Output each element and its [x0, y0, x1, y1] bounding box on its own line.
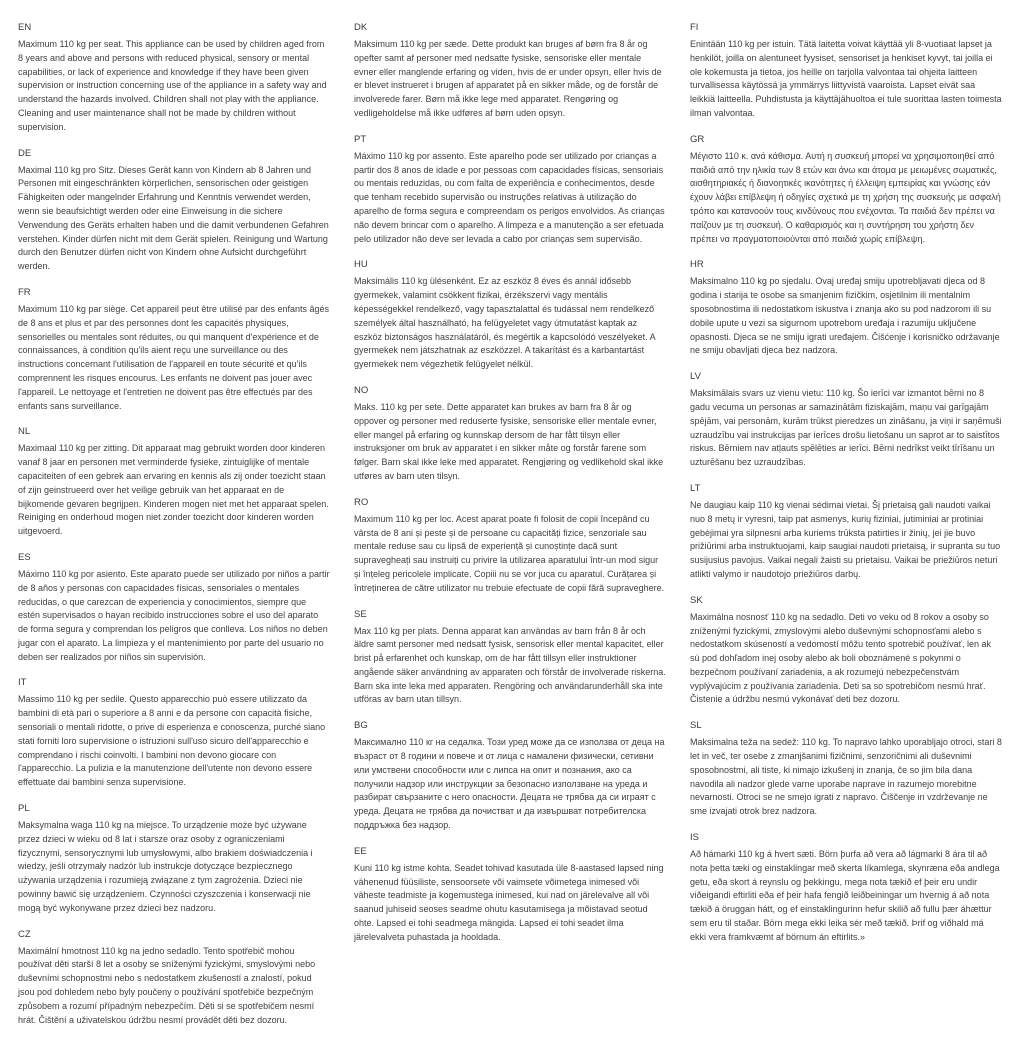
- lang-code-dk: DK: [354, 22, 368, 33]
- lang-code-pt: PT: [354, 133, 367, 145]
- lang-section-dk: [354, 22, 666, 121]
- lang-text-hu: Maksimális 110 kg ülésenként. Ez az eszköz 8 éves és annál idősebb gyermekek, valamint csökkent fizikai, érzékszervi vagy mentális képességekkel rendelkező, vagy tapasztalattal és tudással nem rendelkező személyek által használható, ha felügyeletet vagy útmutatást kaptak az eszköz biztonságos használatáról, és megértik a kapcsolódó veszélyeket. A gyermekek nem játszhatnak az eszközzel. A takarítást és a karbantartást gyermekek nem végezhetik felügyelet nélkül.: [354, 276, 656, 370]
- lang-code-es: ES: [18, 551, 31, 563]
- lang-text-en: Maximum 110 kg per seat. This appliance can be used by children aged from 8 years and above and persons with reduced physical, sensory or mental capabilities, or lack of experience and knowledge if they have been given supervision or instruction concerning use of the appliance in a safety way and understand the hazards involved. Children shall not play with the appliance. Cleaning and user maintenance shall not be made by children without supervision.: [18, 39, 327, 132]
- lang-section-hr: [690, 259, 1002, 358]
- lang-code-cz: CZ: [18, 928, 31, 940]
- lang-text-nl: Maximaal 110 kg per zitting. Dit apparaat mag gebruikt worden door kinderen vanaf 8 jaar en personen met verminderde fysieke, zintuiglijke of mentale capaciteiten of een gebrek aan ervaring en kennis als zij onder toezicht staan of zijn geinstrueerd over het veilige gebruik van het apparaat en de bijkomende gevaren begrijpen. Kinderen mogen niet met het apparaat spelen. Reiniging en onderhoud mogen niet zonder toezicht door kinderen worden uitgevoerd.: [18, 443, 329, 537]
- lang-code-se: SE: [354, 608, 367, 620]
- lang-code-pl: PL: [18, 803, 30, 815]
- lang-text-pl: Maksymalna waga 110 kg na miejsce. To urządzenie może być używane przez dzieci w wieku od 8 lat i starsze oraz osoby z ograniczeniami fizycznymi, sensorycznymi lub umysłowymi, albo brakiem doświadczenia i wiedzy, jeśli otrzymały nadzór lub instrukcje dotyczące bezpiecznego używania urządzenia i rozumieją związane z tym zagrożenia. Dzieci nie powinny bawić się urządzeniem. Czynności czyszczenia i konserwacji nie mogą być wykonywane przez dzieci bez nadzoru.: [18, 820, 313, 913]
- column-1: [18, 22, 330, 1040]
- column-2: [354, 22, 666, 958]
- lang-section-ee: [354, 846, 666, 945]
- lang-code-ee: EE: [354, 845, 367, 857]
- lang-section-is: [690, 832, 1002, 945]
- lang-code-fi: FI: [690, 22, 699, 33]
- lang-text-cz: Maximální hmotnost 110 kg na jedno sedadlo. Tento spotřebič mohou používat děti starší 8 let a osoby se sníženými fyzickými, smyslovými nebo duševními schopnostmi nebo s nedostatkem zkušeností a znalostí, pokud jsou pod dohledem nebo byly poučeny o používání spotřebiče bezpečným způsobem a rozumí případným nebezpečím. Děti si se spotřebičem nesmí hrát. Čištění a uživatelskou údržbu nesmí provádět děti bez dozoru.: [18, 945, 316, 1025]
- lang-code-gr: GR: [690, 133, 705, 145]
- lang-section-lt: [690, 483, 1002, 582]
- lang-code-lt: LT: [690, 482, 701, 494]
- lang-text-fr: Maximum 110 kg par siège. Cet appareil peut être utilisé par des enfants âgés de 8 ans et plus et par des personnes dont les capacités physiques, sensorielles ou mentales sont réduites, ou qui manquent d'expérience et de connaissances, à condition qu'ils aient reçu une surveillance ou des instructions concernant l'utilisation de l'appareil en toute sécurité et qu'ils comprennent les risques encourus. Les enfants ne doivent pas jouer avec l'appareil. Le nettoyage et l'entretien ne doivent pas être effectués par des enfants sans surveillance.: [18, 303, 330, 411]
- lang-section-fr: [18, 287, 330, 413]
- lang-section-ro: [354, 497, 666, 596]
- lang-text-de: Maximal 110 kg pro Sitz. Dieses Gerät kann von Kindern ab 8 Jahren und Personen mit eingeschränkten körperlichen, sensorischen oder geistigen Fähigkeiten oder mangelnder Erfahrung und Kenntnis verwendet werden, wenn sie beaufsichtigt werden oder eine Einweisung in die sichere Verwendung des Geräts erhalten haben und die damit verbundenen Gefahren verstehen. Kinder dürfen nicht mit dem Gerät spielen. Reinigung und Wartung durch den Benutzer dürfen nicht von Kindern ohne Aufsicht durchgeführt werden.: [18, 164, 329, 272]
- lang-section-pt: [354, 134, 666, 247]
- lang-text-hr: Maksimalno 110 kg po sjedalu. Ovaj uređaj smiju upotrebljavati djeca od 8 godina i starija te osobe sa smanjenim fizičkim, osjetilnim ili mentalnim sposobnostima ili nedostatkom iskustva i znanja ako su pod nadzorom ili su dobile upute u vezi sa sigurnom upotrebom uređaja i razumiju uključene opasnosti. Djeca se ne smiju igrati uređajem. Čišćenje i korisničko održavanje ne smiju obavljati djeca bez nadzora.: [690, 276, 1000, 356]
- lang-text-pt: Máximo 110 kg por assento. Este aparelho pode ser utilizado por crianças a partir dos 8 anos de idade e por pessoas com capacidades físicas, sensoriais ou mentais reduzidas, ou com falta de experiência e conhecimentos, desde que tenham recebido supervisão ou instruções relativas à utilização do aparelho de forma segura e compreendam os perigos envolvidos. As crianças não devem brincar com o aparelho. A limpeza e a manutenção a ser efetuada pelo utilizador não deve ser levada a cabo por crianças sem supervisão.: [354, 150, 665, 244]
- lang-text-is: Að hámarki 110 kg á hvert sæti. Börn þurfa að vera að lágmarki 8 ára til að nota þetta tæki og einstaklingar með skerta líkamlega, skynræna eða andlega getu, eða skort á reynslu og þekkingu, mega nota tækið ef þeir eru undir viðeigandi eftirliti eða ef þeir hafa fengið leiðbeiningar um hvernig á að nota tækið á öruggan hátt, og ef einstaklingurinn hefur skilið að fullu þær áhættur sem eru til staðar. Börn mega ekki leika sér með tækið. Þrif og viðhald má ekki vera framkvæmt af börnum án eftirlits.»: [690, 849, 1000, 942]
- lang-text-ro: Maximum 110 kg per loc. Acest aparat poate fi folosit de copii începând cu vârsta de 8 ani și peste și de persoane cu capacități fizice, senzoriale sau mentale reduse sau cu lipsă de experiență și cunoștințe dacă sunt supravegheați sau instruiți cu privire la utilizarea aparatului într-un mod sigur și înțeleg pericolele implicate. Copiii nu se vor juca cu aparatul. Curățarea și întreținerea de către utilizator nu trebuie efectuate de copii fără supraveghere.: [354, 513, 665, 593]
- lang-section-pl: [18, 803, 330, 916]
- lang-section-bg: [354, 720, 666, 833]
- lang-section-lv: [690, 371, 1002, 470]
- lang-code-en: EN: [18, 22, 32, 33]
- lang-section-hu: [354, 259, 666, 372]
- lang-text-it: Massimo 110 kg per sedile. Questo apparecchio può essere utilizzato da bambini di età pari o superiore a 8 anni e da persone con capacità fisiche, sensoriali o mentali ridotte, o prive di esperienza e conoscenza, purché siano stati forniti loro supervisione o istruzioni sull'uso sicuro dell'apparecchio e comprendano i rischi coinvolti. I bambini non devono giocare con l'apparecchio. La pulizia e la manutenzione dell'utente non devono essere effettuate dai bambini senza supervisione.: [18, 694, 326, 788]
- lang-code-ro: RO: [354, 496, 369, 508]
- lang-section-es: [18, 552, 330, 665]
- lang-section-sl: [690, 720, 1002, 819]
- lang-text-dk: Maksimum 110 kg per sæde. Dette produkt kan bruges af børn fra 8 år og opefter samt af personer med nedsatte fysiske, sensoriske eller mentale evner eller manglende erfaring og viden, hvis de er under opsyn, eller hvis de er blevet instrueret i brugen af apparatet på en sikker måde, og de forstår de involverede farer. Børn må ikke lege med apparatet. Rengøring og vedligeholdelse må ikke udføres af børn uden opsyn.: [354, 39, 662, 118]
- lang-text-bg: Максимално 110 кг на седалка. Този уред може да се използва от деца на възраст от 8 години и повече и от лица с намалени физически, сетивни или умствени способности или с липса на опит и познания, ако са получили надзор или инструкции за безопасно използване на уреда и разбират свързаните с него опасности. Децата не трябва да си играят с уреда. Децата не трябва да почистват и да извършват потребителска поддръжка без надзор.: [354, 737, 665, 831]
- lang-section-sk: [690, 595, 1002, 708]
- lang-section-de: [18, 148, 330, 274]
- lang-code-is: IS: [690, 832, 699, 844]
- lang-text-sk: Maximálna nosnosť 110 kg na sedadlo. Deti vo veku od 8 rokov a osoby so zníženými fyzickými, zmyslovými alebo duševnými schopnosťami alebo s nedostatkom skúseností a vedomostí môžu tento spotrebič používať, len ak sú pod dohľadom inej osoby alebo ak boli oboznámené s pokynmi o bezpečnom používaní zariadenia, a ak rozumejú nebezpečenstvám vyplývajúcim z používania zariadenia. Deti sa so spotrebičom nesmú hrať. Čistenie a údržbu nesmú vykonávať deti bez dozoru.: [690, 611, 992, 705]
- lang-section-en: [18, 22, 330, 135]
- lang-section-se: [354, 609, 666, 708]
- lang-text-es: Máximo 110 kg por asiento. Este aparato puede ser utilizado por niños a partir de 8 años y personas con capacidades físicas, sensoriales o mentales reducidas, o que carezcan de experiencia y conocimientos, siempre que estén supervisados o hayan recibido instrucciones sobre el uso del aparato de forma segura y comprendan los peligros que conlleva. Los niños no deben jugar con el aparato. La limpieza y el mantenimiento por parte del usuario no deben ser realizados por niños sin supervisión.: [18, 568, 330, 662]
- lang-section-fi: [690, 22, 1002, 121]
- column-3: [690, 22, 1002, 958]
- lang-section-gr: [690, 134, 1002, 247]
- lang-code-sk: SK: [690, 594, 703, 606]
- lang-section-no: [354, 385, 666, 484]
- lang-code-hr: HR: [690, 259, 704, 271]
- lang-code-bg: BG: [354, 720, 368, 732]
- lang-text-sl: Maksimalna teža na sedež: 110 kg. To napravo lahko uporabljajo otroci, stari 8 let in več, ter osebe z zmanjšanimi fizičnimi, senzoričnimi ali duševnimi sposobnostmi, ali tiste, ki nimajo izkušenj in znanja, če so jim bila dana navodila ali nadzor glede varne uporabe naprave in razumejo morebitne nevarnosti. Otroci se ne smejo igrati z napravo. Čiščenje in vzdrževanje ne sme izvajati otrok brez nadzora.: [690, 737, 1002, 817]
- lang-code-it: IT: [18, 677, 27, 689]
- lang-code-sl: SL: [690, 720, 702, 732]
- lang-code-hu: HU: [354, 259, 368, 271]
- lang-text-lv: Maksimālais svars uz vienu vietu: 110 kg. Šo ierīci var izmantot bērni no 8 gadu vecuma un personas ar samazinātām fiziskajām, maņu vai garīgajām spējām, vai personām, kurām trūkst pieredzes un zināšanu, ja viņi ir saņēmuši uzraudzību vai instrukcijas par ierīces drošu lietošanu un saprot ar to saistītos riskus. Bērniem nav atļauts spēlēties ar ierīci. Bērni nedrīkst veikt tīrīšanu un uzturēšanu bez uzraudzības.: [690, 388, 1002, 468]
- lang-code-nl: NL: [18, 426, 31, 438]
- lang-code-de: DE: [18, 147, 32, 159]
- lang-text-no: Maks. 110 kg per sete. Dette apparatet kan brukes av barn fra 8 år og oppover og personer med reduserte fysiske, sensoriske eller mentale evner, eller mangel på erfaring og kunnskap dersom de har fått tilsyn eller instruksjoner om bruk av apparatet i en sikker måte og forstår farene som følger. Barn skal ikke leke med apparatet. Rengjøring og vedlikehold skal ikke utføres av barn uten tilsyn.: [354, 401, 664, 481]
- lang-section-cz: [18, 929, 330, 1028]
- lang-text-lt: Ne daugiau kaip 110 kg vienai sėdimai vietai. Šį prietaisą gali naudoti vaikai nuo 8 metų ir vyresni, taip pat asmenys, kurių fiziniai, jutiminiai ar protiniai gebėjimai yra silpnesni arba kuriems trūksta patirties ir žinių, jei jie buvo prižiūrimi arba instruktuojami, kaip saugiai naudoti prietaisą, ir supranta su tuo susijusius pavojus. Vaikai negali žaisti su prietaisu. Vaikai be priežiūros neturi atlikti valymo ir naudotojo priežiūros darbų.: [690, 499, 1001, 579]
- lang-section-nl: [18, 426, 330, 539]
- lang-section-it: [18, 677, 330, 790]
- lang-text-ee: Kuni 110 kg istme kohta. Seadet tohivad kasutada üle 8-aastased lapsed ning vähenenud füüsiliste, sensoorsete või vaimsete võimetega inimesed või väheste teadmiste ja kogemustega inimesed, kui nad on järelevalve all või saanud juhiseid seoses seadme ohutu kasutamisega ja mõistavad seotud ohte. Lapsed ei tohi seadmega mängida. Lapsed ei tohi seadet ilma järelevalveta puhastada ja hooldada.: [354, 862, 664, 942]
- lang-code-fr: FR: [18, 286, 31, 298]
- lang-code-no: NO: [354, 384, 369, 396]
- lang-text-fi: Enintään 110 kg per istuin. Tätä laitetta voivat käyttää yli 8-vuotiaat lapset ja henkilöt, joilla on alentuneet fyysiset, sensoriset ja henkiset kyvyt, tai joilla ei ole kokemusta ja tietoa, jos heille on tarjolla valvontaa tai ohjeita laitteen turvallisessa käytössä ja ymmärrys liittyvistä vaaroista. Lapset eivät saa leikkiä laitteella. Puhdistusta ja käyttäjähuoltoa ei tule suorittaa lasten toimesta ilman valvontaa.: [690, 39, 1002, 118]
- lang-text-gr: Μέγιστο 110 κ. ανά κάθισμα. Αυτή η συσκευή μπορεί να χρησιμοποιηθεί από παιδιά από την ηλικία των 8 ετών και άνω και άτομα με μειωμένες σωματικές, αισθητηριακές ή διανοητικές ικανότητες ή έλλειψη εμπειρίας και γνώσης εάν έχουν λάβει επίβλεψη ή οδηγίες σχετικά με τη χρήση της συσκευής με ασφαλή τρόπο και κατανοούν τους κινδύνους που ενέχονται. Τα παιδιά δεν πρέπει να παίζουν με τη συσκευή. Ο καθαρισμός και η συντήρηση του χρήστη δεν πρέπει να πραγματοποιούνται από παιδιά χωρίς επίβλεψη.: [690, 150, 1001, 244]
- lang-text-se: Max 110 kg per plats. Denna apparat kan användas av barn från 8 år och äldre samt personer med nedsatt fysisk, sensorisk eller mental kapacitet, eller brist på erfarenhet och kunskap, om de har fått tillsyn eller instruktioner angående säker användning av apparaten och förstår de involverade riskerna. Barn ska inte leka med apparaten. Rengöring och användarunderhåll ska inte utföras av barn utan tillsyn.: [354, 625, 666, 705]
- lang-code-lv: LV: [690, 371, 701, 383]
